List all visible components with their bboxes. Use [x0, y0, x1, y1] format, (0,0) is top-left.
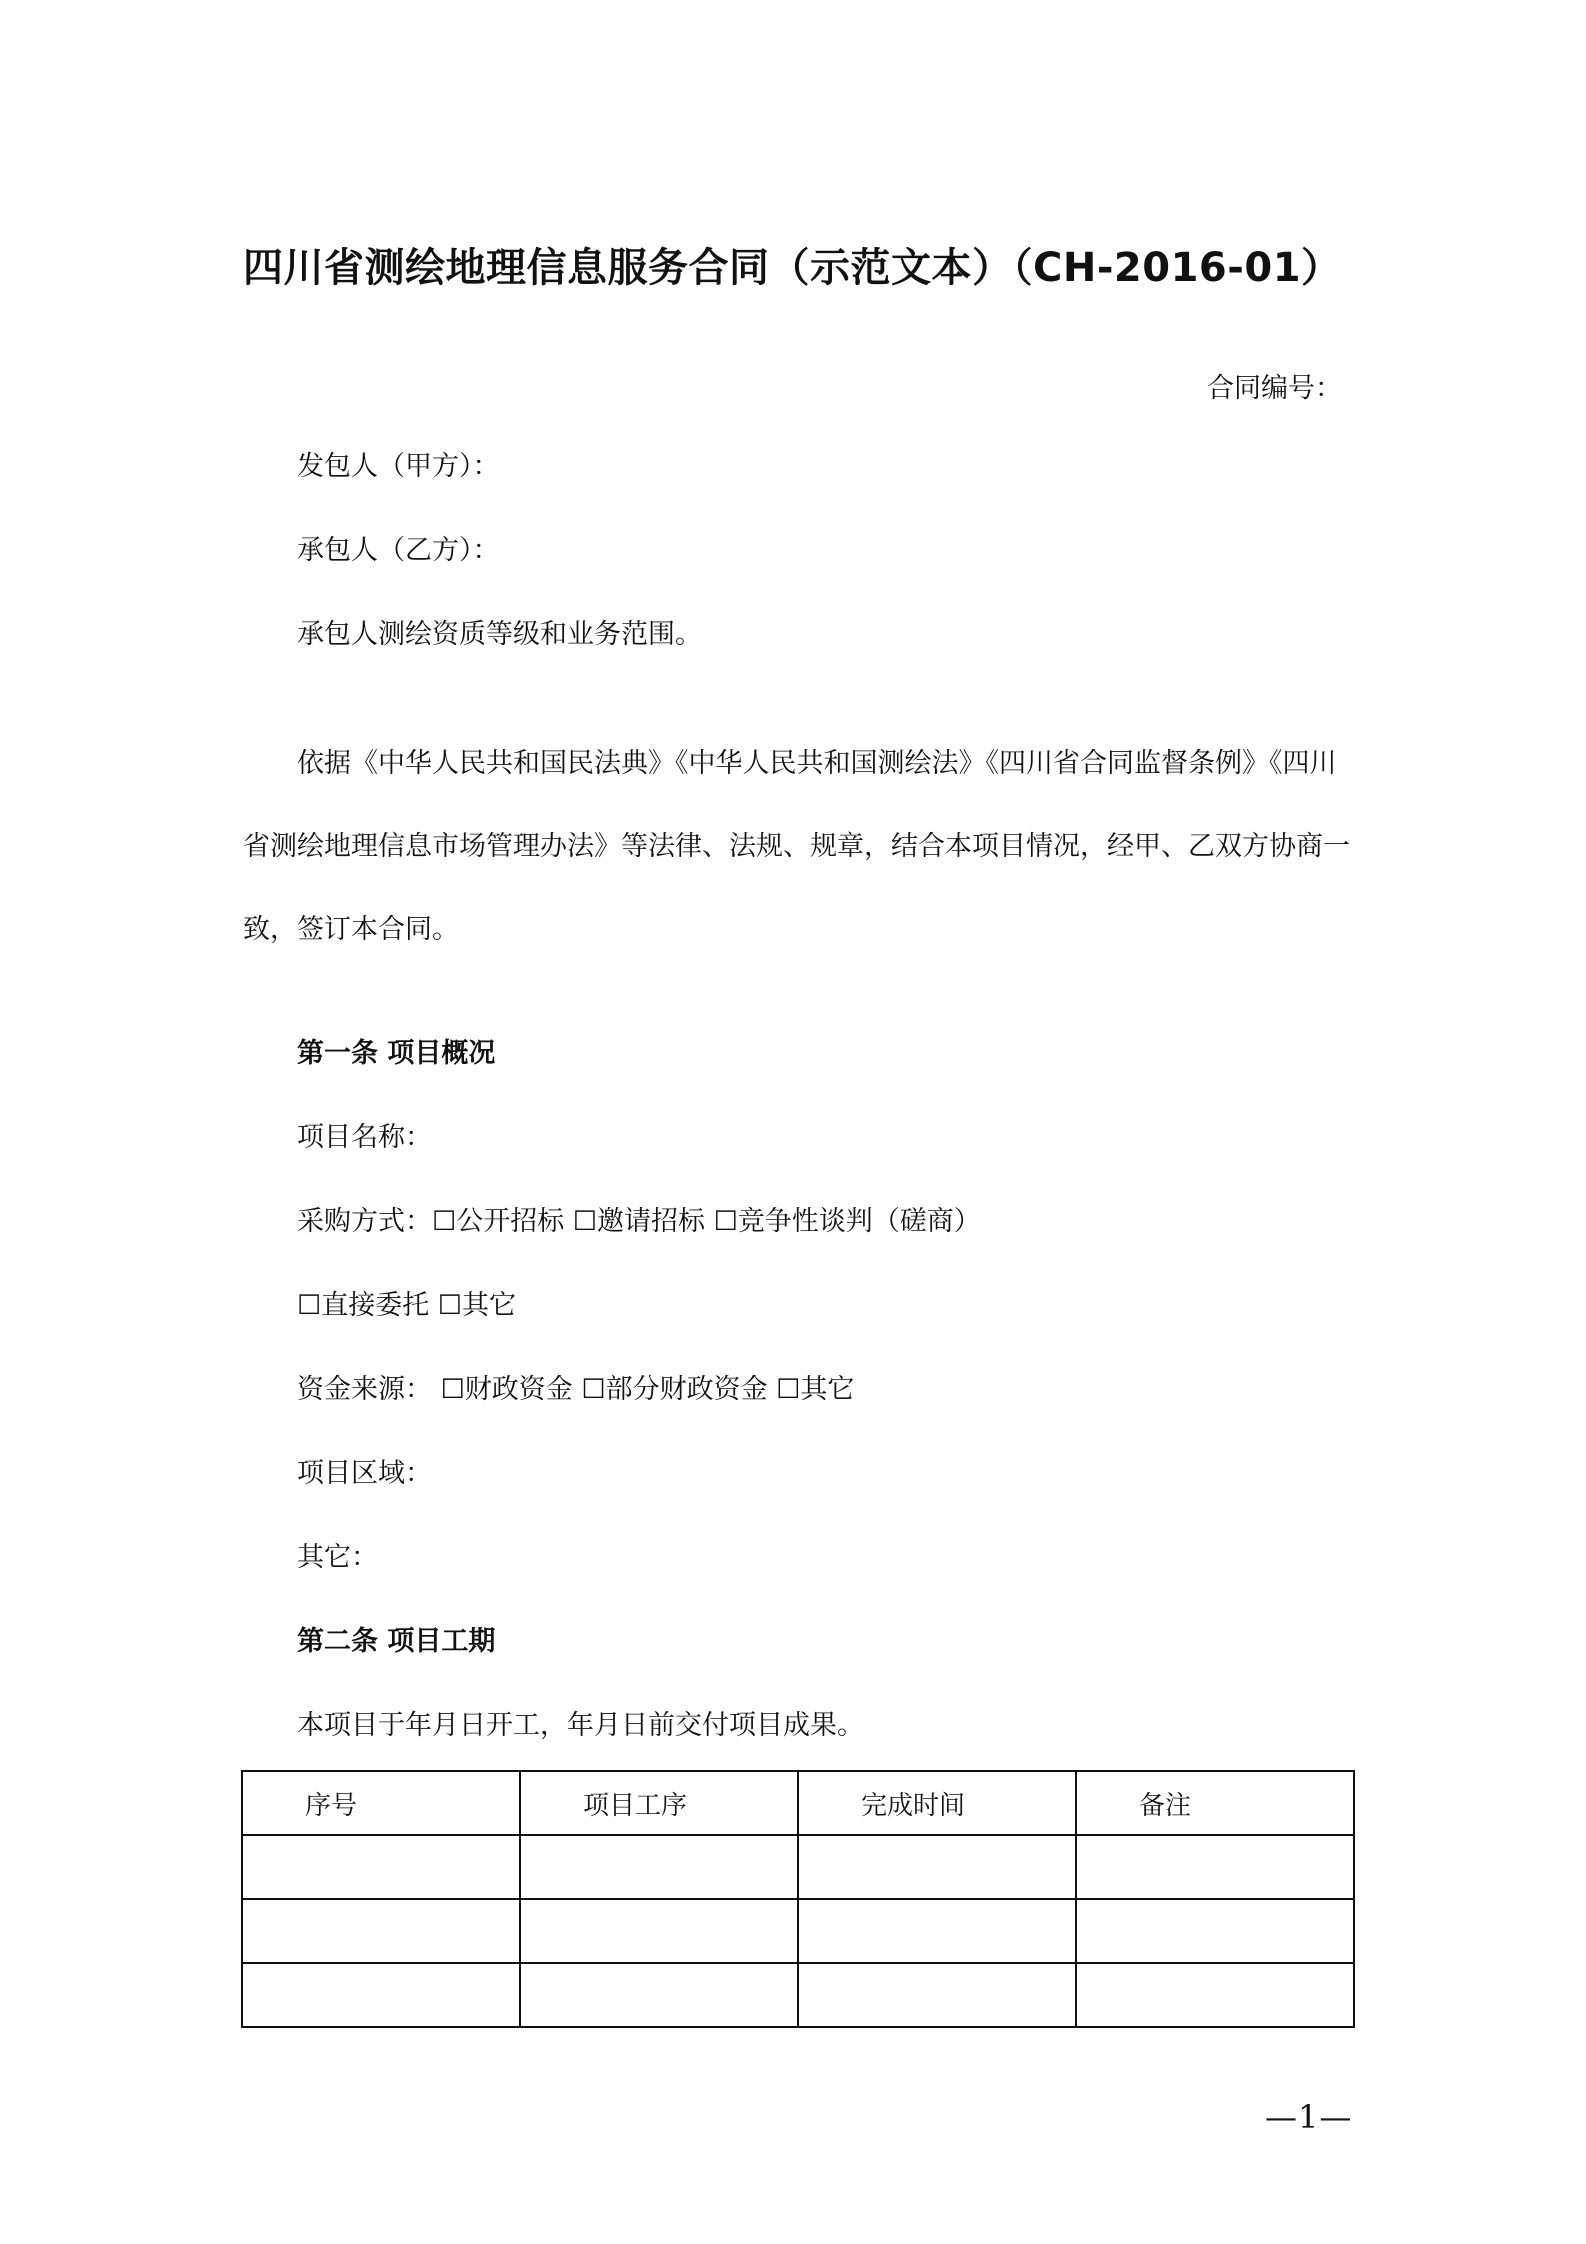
qualification-text: 承包人测绘资质等级和业务范围。 — [297, 619, 702, 650]
project-region-label: 项目区域： — [297, 1458, 432, 1489]
table-row — [242, 1963, 1354, 2027]
other-label: 其它： — [297, 1542, 378, 1573]
table-cell — [1076, 1963, 1354, 2027]
schedule-text: 本项目于年月日开工，年月日前交付项目成果。 — [297, 1710, 864, 1741]
preamble-paragraph: 依据《中华人民共和国民法典》《中华人民共和国测绘法》《四川省合同监督条例》《四川省测绘地理信息市场管理办法》等法律、法规、规章，结合本项目情况，经甲、乙双方协商一致，签订本合同。 — [243, 748, 1350, 945]
procurement-method-line-1: 采购方式：☐公开招标 ☐邀请招标 ☐竞争性谈判（磋商） — [297, 1206, 981, 1237]
procurement-method-line-2: ☐直接委托 ☐其它 — [297, 1290, 516, 1321]
table-row — [242, 1835, 1354, 1899]
article-2-heading: 第二条 项目工期 — [297, 1626, 496, 1657]
party-a-label: 发包人（甲方）： — [297, 451, 500, 482]
table-cell — [242, 1899, 520, 1963]
table-cell — [1076, 1835, 1354, 1899]
table-cell — [242, 1963, 520, 2027]
schedule-table — [241, 1770, 1355, 2028]
table-cell — [798, 1835, 1076, 1899]
party-b-label: 承包人（乙方）： — [297, 535, 500, 566]
contract-number-label: 合同编号： — [1207, 373, 1342, 404]
header-cell-index: 序号 — [242, 1771, 520, 1835]
table-row — [242, 1899, 1354, 1963]
table-cell — [798, 1899, 1076, 1963]
funding-source-line: 资金来源： ☐财政资金 ☐部分财政资金 ☐其它 — [297, 1374, 855, 1405]
document-title: 四川省测绘地理信息服务合同（示范文本）（CH-2016-01） — [243, 245, 1342, 291]
table-header-row — [242, 1771, 1354, 1835]
table-cell — [1076, 1899, 1354, 1963]
table-cell — [798, 1963, 1076, 2027]
article-1-heading: 第一条 项目概况 — [297, 1038, 496, 1069]
header-cell-remarks: 备注 — [1076, 1771, 1354, 1835]
header-cell-process: 项目工序 — [520, 1771, 798, 1835]
table-cell — [242, 1835, 520, 1899]
project-name-label: 项目名称： — [297, 1122, 432, 1153]
table-cell — [520, 1835, 798, 1899]
page-number: —1— — [1265, 2098, 1353, 2136]
table-cell — [520, 1899, 798, 1963]
table-cell — [520, 1963, 798, 2027]
header-cell-completion-time: 完成时间 — [798, 1771, 1076, 1835]
